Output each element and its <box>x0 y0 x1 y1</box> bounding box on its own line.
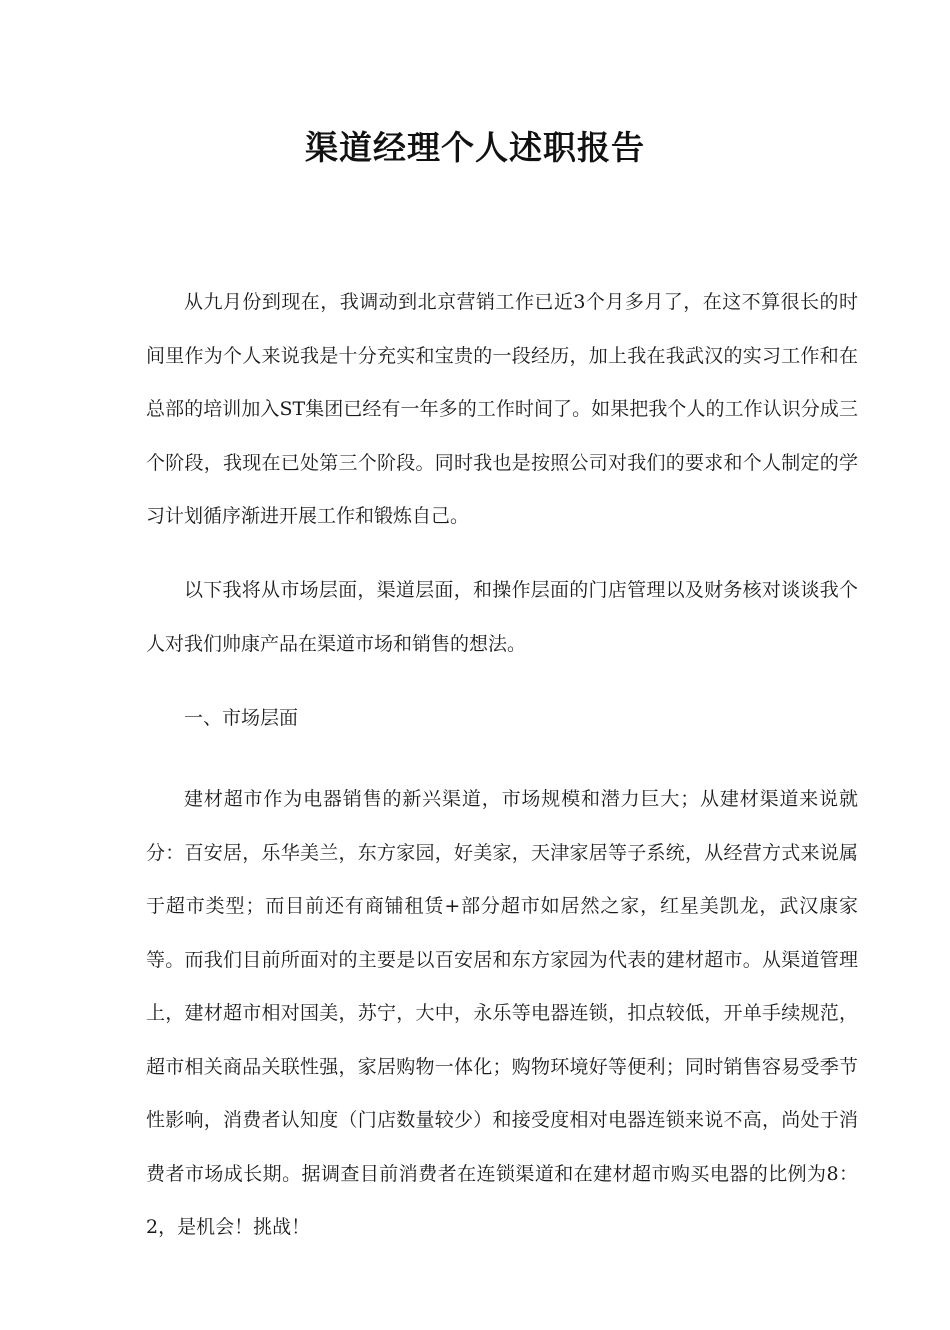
document-title: 渠道经理个人述职报告 <box>305 128 645 167</box>
section-heading-market: 一、市场层面 <box>184 707 299 729</box>
paragraph-market: 建材超市作为电器销售的新兴渠道，市场规模和潜力巨大；从建材渠道来说就分：百安居，乐华美兰，东方家园，好美家，天津家居等子系统，从经营方式来说属于超市类型；而目前还有商铺租赁+部分超市如居然之家，红星美凯龙，武汉康家等。而我们目前所面对的主要是以百安居和东方家园为代表的建材超市。从渠道管理上，建材超市相对国美，苏宁，大中，永乐等电器连锁，扣点较低，开单手续规范，超市相关商品关联性强，家居购物一体化；购物环境好等便利；同时销售容易受季节性影响，消费者认知度（门店数量较少）和接受度相对电器连锁来说不高，尚处于消费者市场成长期。据调查目前消费者在连锁渠道和在建材超市购买电器的比例为8：2，是机会！挑战！ <box>146 788 858 1238</box>
paragraph-intro: 从九月份到现在，我调动到北京营销工作已近3个月多月了，在这不算很长的时间里作为个人来说我是十分充实和宝贵的一段经历，加上我在我武汉的实习工作和在总部的培训加入ST集团已经有一年多的工作时间了。如果把我个人的工作认识分成三个阶段，我现在已处第三个阶段。同时我也是按照公司对我们的要求和个人制定的学习计划循序渐进开展工作和锻炼自己。 <box>146 291 858 527</box>
paragraph-outline: 以下我将从市场层面，渠道层面，和操作层面的门店管理以及财务核对谈谈我个人对我们帅康产品在渠道市场和销售的想法。 <box>146 579 858 655</box>
